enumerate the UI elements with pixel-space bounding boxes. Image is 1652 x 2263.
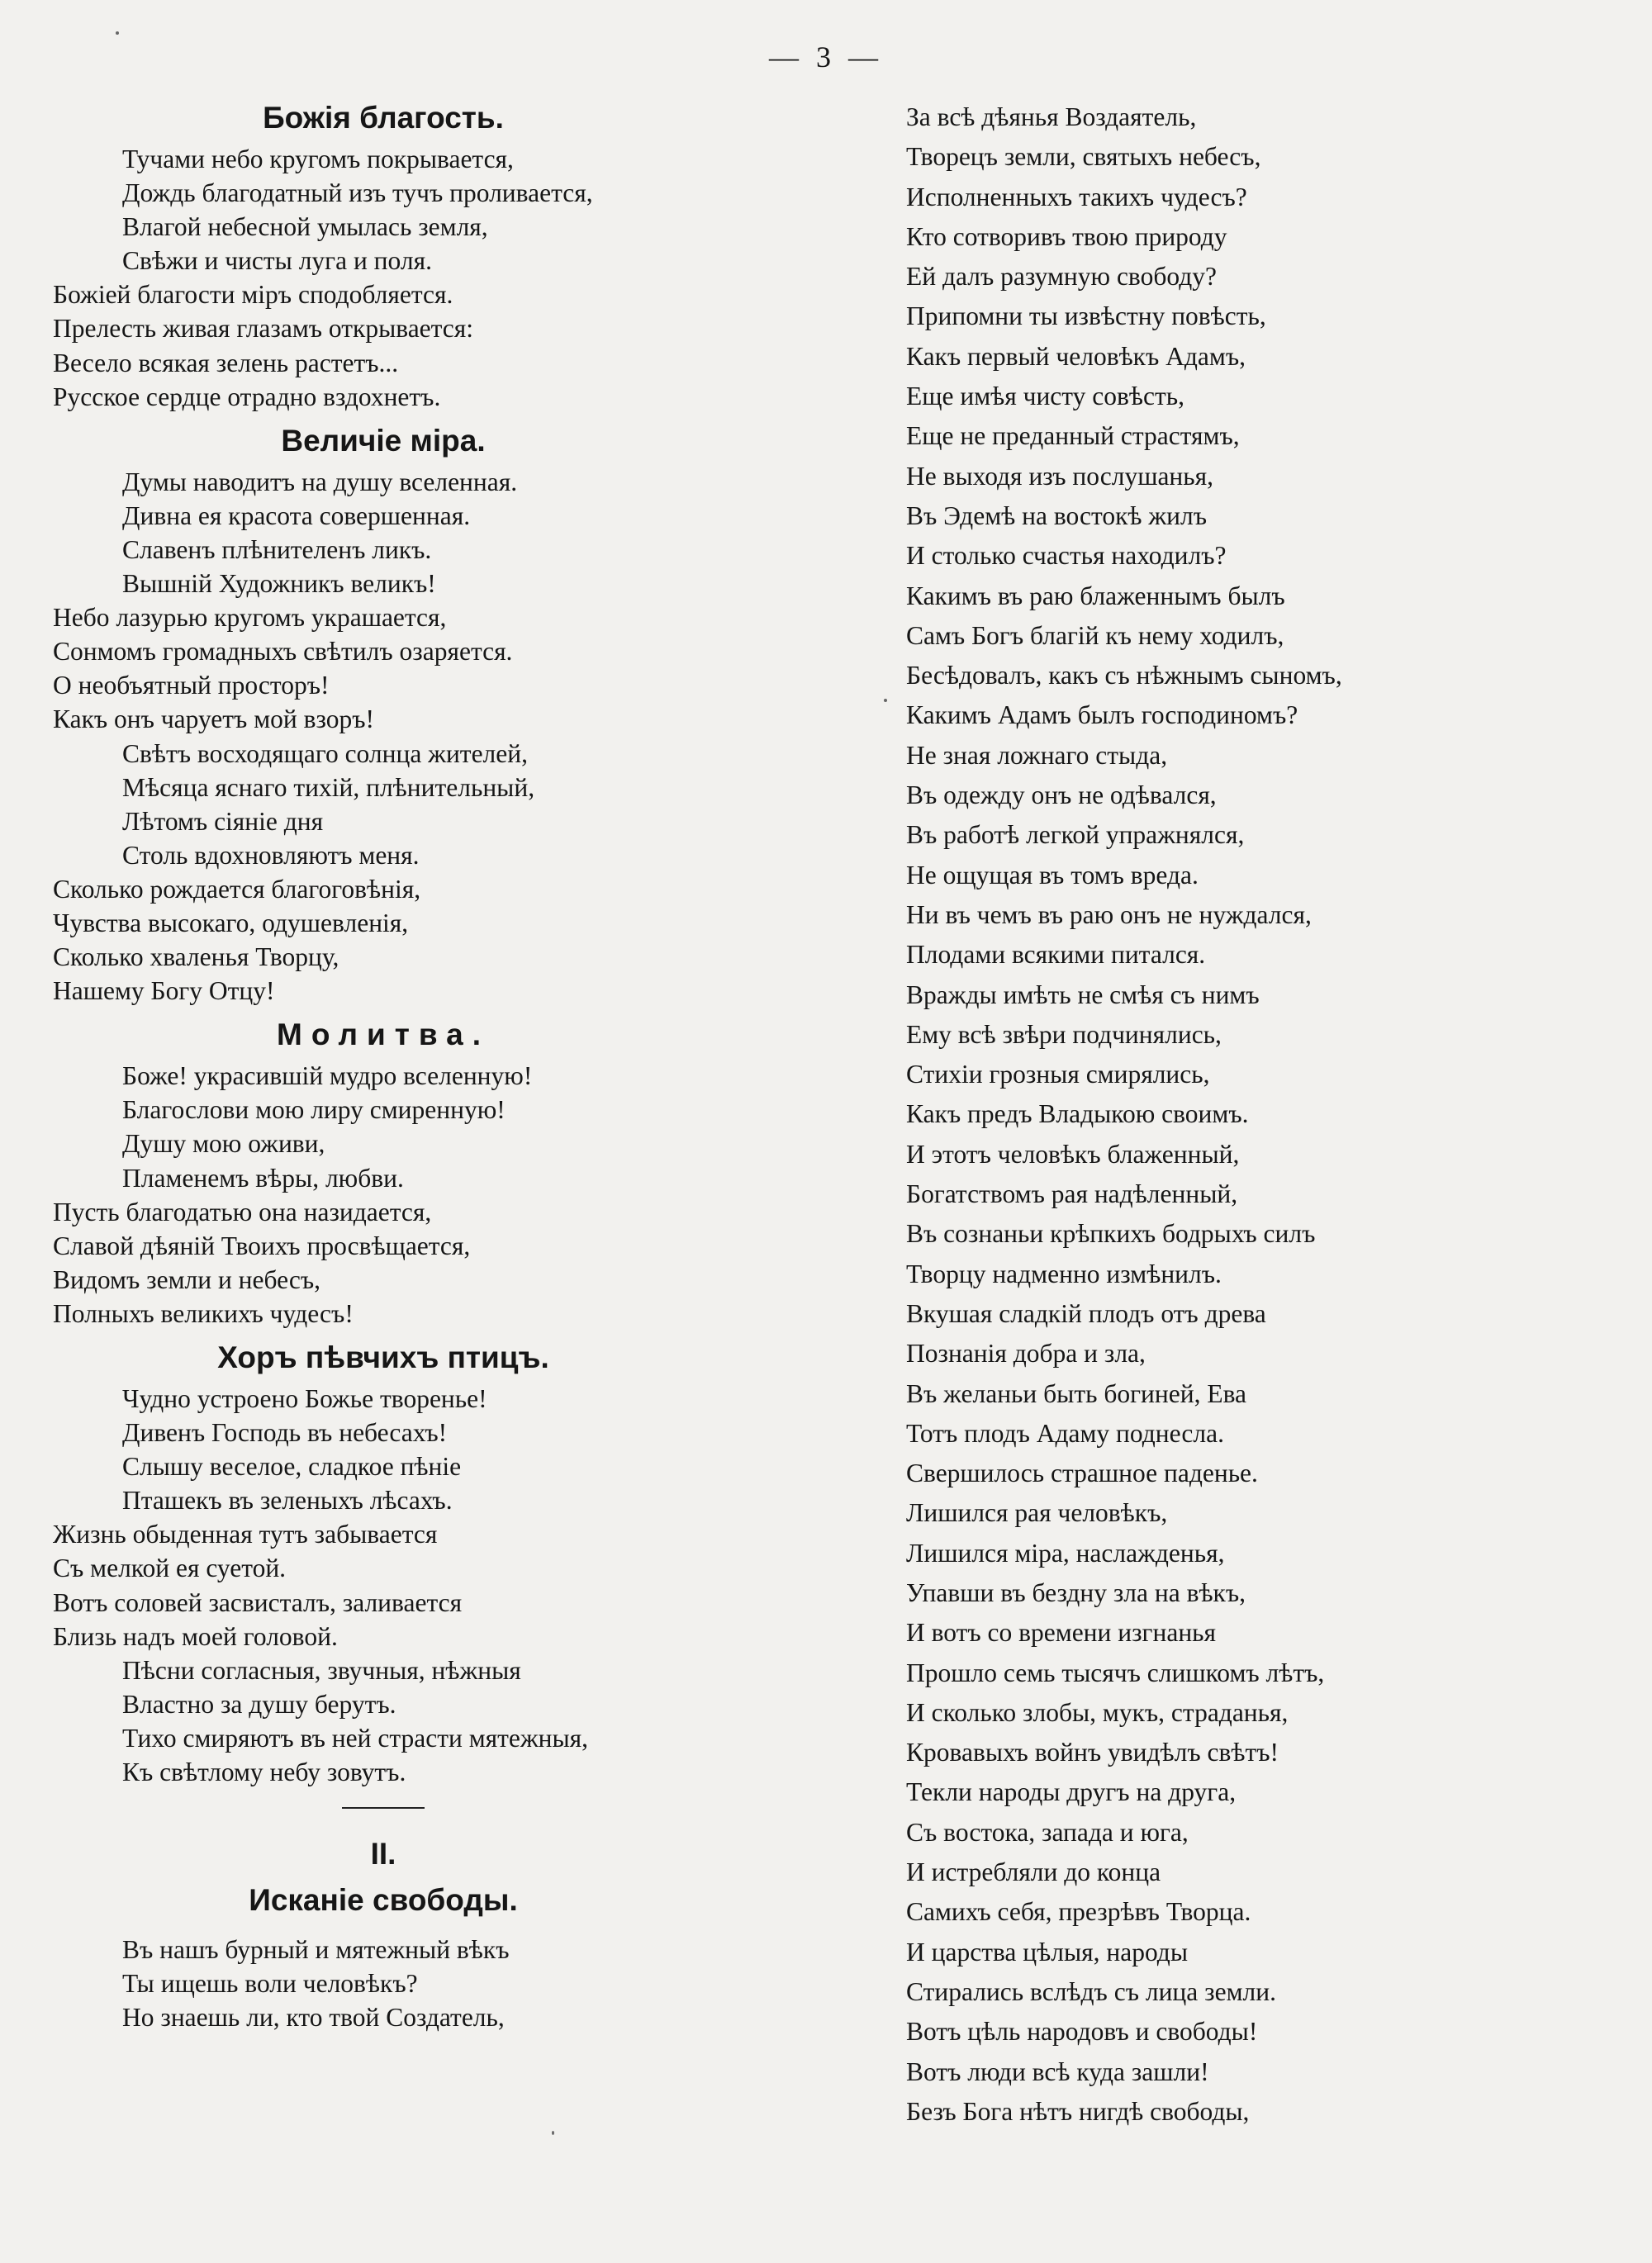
verse-line: Нашему Богу Отцу! — [53, 976, 275, 1006]
verse-line: Небо лазурью кругомъ украшается, — [53, 603, 447, 633]
verse-line: И этотъ человѣкъ блаженный, — [906, 1139, 1240, 1169]
verse-line: Прелесть живая глазамъ открывается: — [53, 314, 474, 344]
verse-line: Сколько хваленья Творцу, — [53, 942, 339, 972]
verse-line: Жизнь обыденная тутъ забывается — [53, 1520, 438, 1549]
verse-line: Лишился рая человѣкъ, — [906, 1498, 1168, 1528]
verse-line: Славенъ плѣнителенъ ликъ. — [122, 534, 432, 564]
verse-line: Еще имѣя чисту совѣсть, — [906, 382, 1184, 411]
verse-line: Самихъ себя, презрѣвъ Творца. — [906, 1897, 1251, 1927]
verse-line: Стирались вслѣдъ съ лица земли. — [906, 1976, 1276, 2006]
verse-line: И истребляли до конца — [906, 1857, 1161, 1887]
part-number: II. — [370, 1837, 396, 1872]
verse-line: Богатствомъ рая надѣленный, — [906, 1179, 1238, 1209]
verse-line: Прошло семь тысячъ слишкомъ лѣтъ, — [906, 1658, 1325, 1687]
verse-line: Славой дѣяній Твоихъ просвѣщается, — [53, 1231, 471, 1260]
verse-line: Съ востока, запада и юга, — [906, 1817, 1189, 1847]
verse-line: Мѣсяца яснаго тихій, плѣнительный, — [122, 772, 535, 802]
verse-line: Думы наводитъ на душу вселенная. — [122, 467, 518, 496]
verse-line: Ты ищешь воли человѣкъ? — [122, 1969, 418, 1999]
verse-line: И царства цѣлыя, народы — [906, 1937, 1188, 1966]
verse-line: Влагой небесной умылась земля, — [122, 212, 488, 242]
verse-line: Дивна ея красота совершенная. — [122, 501, 471, 530]
poem-stanza — [53, 1059, 714, 1331]
verse-line: Божіей благости міръ сподобляется. — [53, 280, 453, 310]
verse-line: Видомъ земли и небесъ, — [53, 1264, 321, 1294]
verse-line: Но знаешь ли, кто твой Создатель, — [122, 2003, 505, 2033]
verse-line: Плодами всякими питался. — [906, 940, 1206, 970]
verse-line: Сколько рождается благоговѣнія, — [53, 874, 421, 904]
verse-line: Чувства высокаго, одушевленія, — [53, 908, 409, 937]
verse-line: Вкушая сладкій плодъ отъ древа — [906, 1298, 1266, 1328]
verse-line: Близь надъ моей головой. — [53, 1621, 338, 1651]
verse-line: Пусть благодатью она назидается, — [53, 1197, 432, 1226]
verse-line: Дождь благодатный изъ тучъ проливается, — [122, 178, 593, 208]
poem-title: Исканіе свободы. — [249, 1883, 518, 1918]
verse-line: Въ желаньи быть богиней, Ева — [906, 1378, 1247, 1408]
verse-line: Припомни ты извѣстну повѣсть, — [906, 301, 1266, 331]
verse-line: Въ работѣ легкой упражнялся, — [906, 820, 1245, 850]
verse-line: Вотъ люди всѣ куда зашли! — [906, 2057, 1209, 2086]
verse-line: Ей далъ разумную свободу? — [906, 262, 1217, 292]
right-column — [906, 97, 1583, 2132]
verse-line: Пѣсни согласныя, звучныя, нѣжныя — [122, 1655, 521, 1685]
verse-line: Текли народы другъ на друга, — [906, 1777, 1237, 1807]
verse-line: Властно за душу берутъ. — [122, 1689, 396, 1719]
poem-stanza — [53, 1382, 714, 1789]
verse-line: Къ свѣтлому небу зовутъ. — [122, 1758, 406, 1787]
verse-line: О необъятный просторъ! — [53, 671, 330, 700]
verse-line: Вражды имѣть не смѣя съ нимъ — [906, 980, 1260, 1009]
verse-line: Упавши въ бездну зла на вѣкъ, — [906, 1577, 1246, 1607]
verse-line: Русское сердце отрадно вздохнетъ. — [53, 382, 441, 411]
verse-line: Боже! украсившій мудро вселенную! — [122, 1061, 533, 1091]
verse-line: Вышній Художникъ великъ! — [122, 569, 436, 599]
verse-line: И вотъ со времени изгнанья — [906, 1618, 1217, 1648]
verse-line: И сколько злобы, мукъ, страданья, — [906, 1697, 1289, 1727]
verse-line: Творецъ земли, святыхъ небесъ, — [906, 142, 1261, 172]
verse-line: Въ Эдемѣ на востокѣ жилъ — [906, 501, 1208, 530]
poem-title: Величіе міра. — [281, 423, 486, 458]
paper-speck — [552, 2131, 554, 2135]
verse-line: Вотъ соловей засвисталъ, заливается — [53, 1587, 463, 1617]
verse-line: Полныхъ великихъ чудесъ! — [53, 1298, 354, 1328]
poem-stanza — [53, 142, 714, 414]
verse-line: Безъ Бога нѣтъ нигдѣ свободы, — [906, 2096, 1250, 2126]
poem-stanza — [53, 465, 714, 1008]
verse-line: Свѣжи и чисты луга и поля. — [122, 246, 432, 276]
left-column — [53, 97, 714, 2034]
verse-line: Тотъ плодъ Адаму поднесла. — [906, 1418, 1224, 1448]
verse-line: Какимъ въ раю блаженнымъ былъ — [906, 581, 1285, 610]
verse-line: Пташекъ въ зеленыхъ лѣсахъ. — [122, 1486, 453, 1516]
verse-line: Творцу надменно измѣнилъ. — [906, 1259, 1222, 1288]
poem-title: Хоръ пѣвчихъ птицъ. — [217, 1340, 549, 1374]
verse-line: Съ мелкой ея суетой. — [53, 1554, 287, 1583]
verse-line: Лѣтомъ сіяніе дня — [122, 806, 324, 836]
verse-line: Лишился міра, наслажденья, — [906, 1538, 1225, 1568]
verse-line: Самъ Богъ благій къ нему ходилъ, — [906, 620, 1284, 650]
verse-line: Не выходя изъ послушанья, — [906, 461, 1214, 491]
verse-line: За всѣ дѣянья Воздаятель, — [906, 102, 1197, 131]
paper-speck — [884, 699, 887, 702]
verse-line: Тучами небо кругомъ покрывается, — [122, 145, 514, 173]
verse-line: Свѣтъ восходящаго солнца жителей, — [122, 738, 528, 768]
poem-stanza — [53, 1933, 714, 2034]
verse-line: Стихіи грозныя смирялись, — [906, 1060, 1210, 1089]
verse-line: Еще не преданный страстямъ, — [906, 421, 1240, 451]
verse-line: Благослови мою лиру смиренную! — [122, 1095, 506, 1125]
verse-line: Кровавыхъ войнъ увидѣлъ свѣтъ! — [906, 1738, 1279, 1767]
verse-line: Слышу веселое, сладкое пѣніе — [122, 1452, 462, 1482]
verse-line: Душу мою оживи, — [122, 1129, 325, 1159]
verse-line: Свершилось страшное паденье. — [906, 1459, 1258, 1488]
verse-line: И столько счастья находилъ? — [906, 541, 1227, 571]
verse-line: Исполненныхъ такихъ чудесъ? — [906, 182, 1247, 211]
verse-line: Какъ онъ чаруетъ мой взоръ! — [53, 705, 375, 734]
poem-title: Молитва. — [277, 1018, 490, 1052]
verse-line: Чудно устроено Божье творенье! — [122, 1384, 487, 1413]
verse-line: Какимъ Адамъ былъ господиномъ? — [906, 700, 1298, 730]
verse-line: Въ сознаньи крѣпкихъ бодрыхъ силъ — [906, 1219, 1316, 1249]
verse-line: Столь вдохновляютъ меня. — [122, 840, 420, 870]
page-number: — 3 — — [769, 40, 883, 74]
verse-line: Не зная ложнаго стыда, — [906, 740, 1168, 770]
verse-line: Кто сотворивъ твою природу — [906, 221, 1227, 251]
section-divider — [342, 1807, 425, 1809]
verse-line: Въ нашъ бурный и мятежный вѣкъ — [122, 1935, 510, 1965]
verse-line: Ни въ чемъ въ раю онъ не нуждался, — [906, 899, 1312, 929]
verse-line: Познанія добра и зла, — [906, 1339, 1146, 1369]
verse-line: Сонмомъ громадныхъ свѣтилъ озаряется. — [53, 637, 513, 667]
verse-line: Вотъ цѣль народовъ и свободы! — [906, 2017, 1258, 2047]
verse-line: Какъ первый человѣкъ Адамъ, — [906, 341, 1246, 371]
verse-line: Какъ предъ Владыкою своимъ. — [906, 1099, 1249, 1129]
verse-line: Бесѣдовалъ, какъ съ нѣжнымъ сыномъ, — [906, 661, 1342, 690]
verse-line: Ему всѣ звѣри подчинялись, — [906, 1019, 1222, 1049]
verse-line: Дивенъ Господь въ небесахъ! — [122, 1418, 448, 1448]
verse-line: Тихо смиряютъ въ ней страсти мятежныя, — [122, 1723, 589, 1753]
verse-line: Весело всякая зелень растетъ... — [53, 348, 399, 377]
verse-line: Въ одежду онъ не одѣвался, — [906, 780, 1217, 810]
poem-title: Божія благость. — [263, 101, 504, 135]
paper-speck — [116, 31, 119, 35]
verse-line: Пламенемъ вѣры, любви. — [122, 1163, 404, 1193]
verse-line: Не ощущая въ томъ вреда. — [906, 860, 1199, 890]
